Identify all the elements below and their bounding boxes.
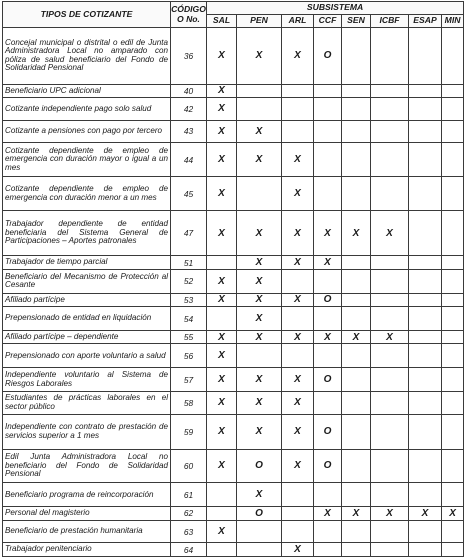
subsistema-mark-sen (342, 143, 371, 177)
subsistema-mark-min (442, 330, 464, 344)
code-cell: 55 (171, 330, 207, 344)
subsistema-mark-ccf: O (314, 449, 342, 483)
cotizante-type-cell: Estudiantes de prácticas laborales en el sector público (3, 391, 171, 414)
subsistema-mark-ccf (314, 98, 342, 121)
cotizantes-table (2, 1, 464, 557)
subsistema-mark-sen (342, 98, 371, 121)
subsistema-mark-ccf: X (314, 507, 342, 521)
subsistema-mark-pen (237, 84, 282, 98)
subsistema-mark-arl: X (282, 143, 314, 177)
subsistema-mark-sal (207, 256, 237, 270)
table-row (3, 507, 464, 521)
cotizante-type-cell: Cotizante independiente pago solo salud (3, 98, 171, 121)
subsistema-mark-ccf (314, 307, 342, 331)
subsistema-mark-esap (409, 483, 442, 507)
subsistema-mark-esap (409, 344, 442, 368)
subsistema-mark-arl: X (282, 330, 314, 344)
subsistema-mark-sal: X (207, 84, 237, 98)
table-row (3, 177, 464, 211)
subsistema-mark-min (442, 483, 464, 507)
subsistema-mark-arl: X (282, 414, 314, 449)
cotizante-type-cell: Beneficiario de prestación humanitaria (3, 520, 171, 543)
column-header-sen: SEN (342, 15, 371, 28)
subsistema-mark-esap (409, 177, 442, 211)
cotizante-type-cell: Concejal municipal o distrital o edil de Junta Administradora Local no amparado con póliza de salud beneficiario del Fondo de Solidaridad Pensional (3, 28, 171, 85)
subsistema-mark-sal: X (207, 449, 237, 483)
subsistema-mark-sal (207, 543, 237, 557)
code-cell: 53 (171, 293, 207, 307)
subsistema-mark-pen: X (237, 307, 282, 331)
subsistema-mark-sal (207, 483, 237, 507)
subsistema-mark-sen (342, 391, 371, 414)
cotizante-type-cell: Prepensionado de entidad en liquidación (3, 307, 171, 331)
subsistema-mark-icbf (371, 256, 409, 270)
subsistema-mark-ccf (314, 84, 342, 98)
codigo-header: CÓDIGO O No. (171, 2, 207, 28)
subsistema-mark-min (442, 28, 464, 85)
subsistema-mark-sen (342, 520, 371, 543)
subsistema-mark-esap (409, 120, 442, 143)
subsistema-mark-arl: X (282, 177, 314, 211)
subsistema-mark-min (442, 344, 464, 368)
subsistema-mark-pen (237, 344, 282, 368)
subsistema-mark-esap (409, 391, 442, 414)
cotizante-type-cell: Beneficiario UPC adicional (3, 84, 171, 98)
subsistema-mark-icbf (371, 449, 409, 483)
subsistema-mark-icbf (371, 293, 409, 307)
cotizante-type-cell: Beneficiario del Mecanismo de Protección al Cesante (3, 269, 171, 293)
subsistema-mark-arl: X (282, 211, 314, 256)
tipos-header: TIPOS DE COTIZANTE (3, 2, 171, 28)
subsistema-mark-min (442, 143, 464, 177)
table-row (3, 256, 464, 270)
code-cell: 56 (171, 344, 207, 368)
subsistema-mark-sal (207, 507, 237, 521)
subsistema-mark-pen (237, 98, 282, 121)
column-header-sal: SAL (207, 15, 237, 28)
subsistema-mark-ccf (314, 520, 342, 543)
subsistema-mark-pen: O (237, 449, 282, 483)
code-cell: 51 (171, 256, 207, 270)
table-row (3, 483, 464, 507)
subsistema-mark-ccf (314, 543, 342, 557)
cotizante-type-cell: Trabajador de tiempo parcial (3, 256, 171, 270)
code-cell: 60 (171, 449, 207, 483)
cotizante-type-cell: Trabajador penitenciario (3, 543, 171, 557)
subsistema-mark-min (442, 269, 464, 293)
cotizante-type-cell: Prepensionado con aporte voluntario a salud (3, 344, 171, 368)
cotizante-type-cell: Afiliado partícipe (3, 293, 171, 307)
subsistema-mark-min (442, 449, 464, 483)
subsistema-mark-sal: X (207, 98, 237, 121)
subsistema-mark-min (442, 520, 464, 543)
table-row (3, 293, 464, 307)
code-cell: 54 (171, 307, 207, 331)
subsistema-mark-min (442, 98, 464, 121)
table-row (3, 391, 464, 414)
subsistema-mark-sen (342, 368, 371, 392)
subsistema-mark-arl (282, 483, 314, 507)
subsistema-mark-sal: X (207, 344, 237, 368)
table-row (3, 330, 464, 344)
subsistema-mark-arl: X (282, 368, 314, 392)
subsistema-mark-sal: X (207, 520, 237, 543)
subsistema-mark-pen: X (237, 293, 282, 307)
subsistema-mark-min (442, 177, 464, 211)
subsistema-mark-min (442, 84, 464, 98)
subsistema-mark-sal (207, 307, 237, 331)
subsistema-mark-esap (409, 256, 442, 270)
subsistema-mark-arl (282, 98, 314, 121)
code-cell: 36 (171, 28, 207, 85)
subsistema-mark-icbf (371, 368, 409, 392)
subsistema-mark-sal: X (207, 211, 237, 256)
table-row (3, 120, 464, 143)
subsistema-mark-icbf (371, 84, 409, 98)
subsistema-mark-min (442, 543, 464, 557)
subsistema-mark-ccf: X (314, 211, 342, 256)
subsistema-mark-ccf (314, 483, 342, 507)
column-header-arl: ARL (282, 15, 314, 28)
subsistema-mark-sen: X (342, 330, 371, 344)
cotizante-type-cell: Cotizante dependiente de empleo de emergencia con duración menor a un mes (3, 177, 171, 211)
code-cell: 62 (171, 507, 207, 521)
subsistema-mark-ccf: O (314, 293, 342, 307)
table-row (3, 143, 464, 177)
subsistema-mark-sal: X (207, 368, 237, 392)
subsistema-mark-arl (282, 120, 314, 143)
subsistema-mark-pen: X (237, 391, 282, 414)
subsistema-mark-arl (282, 84, 314, 98)
header-row-top (3, 2, 464, 15)
cotizante-type-cell: Cotizante a pensiones con pago por tercero (3, 120, 171, 143)
subsistema-mark-icbf (371, 344, 409, 368)
subsistema-mark-icbf (371, 520, 409, 543)
subsistema-mark-min (442, 307, 464, 331)
subsistema-mark-sen (342, 120, 371, 143)
table-row (3, 543, 464, 557)
subsistema-mark-ccf (314, 269, 342, 293)
subsistema-mark-arl: X (282, 28, 314, 85)
subsistema-mark-sal: X (207, 143, 237, 177)
subsistema-mark-icbf (371, 28, 409, 85)
subsistema-mark-arl (282, 520, 314, 543)
code-cell: 45 (171, 177, 207, 211)
subsistema-mark-icbf (371, 120, 409, 143)
subsistema-mark-sen (342, 293, 371, 307)
subsistema-mark-pen: X (237, 143, 282, 177)
subsistema-mark-pen: X (237, 120, 282, 143)
table-row (3, 28, 464, 85)
cotizante-type-cell: Beneficiario programa de reincorporación (3, 483, 171, 507)
subsistema-mark-sal: X (207, 414, 237, 449)
subsistema-mark-icbf (371, 414, 409, 449)
table-row (3, 211, 464, 256)
subsistema-mark-sal: X (207, 391, 237, 414)
subsistema-mark-esap (409, 330, 442, 344)
code-cell: 64 (171, 543, 207, 557)
subsistema-mark-pen (237, 543, 282, 557)
subsistema-mark-ccf: X (314, 256, 342, 270)
subsistema-mark-ccf: X (314, 330, 342, 344)
subsistema-mark-arl: X (282, 256, 314, 270)
subsistema-mark-sen (342, 307, 371, 331)
subsistema-mark-icbf (371, 307, 409, 331)
subsistema-mark-icbf: X (371, 211, 409, 256)
subsistema-mark-arl (282, 307, 314, 331)
subsistema-mark-sen (342, 449, 371, 483)
subsistema-mark-arl: X (282, 293, 314, 307)
subsistema-mark-sen (342, 256, 371, 270)
subsistema-mark-min (442, 211, 464, 256)
table-row (3, 414, 464, 449)
subsistema-mark-pen (237, 520, 282, 543)
table-row (3, 98, 464, 121)
subsistema-mark-icbf (371, 269, 409, 293)
cotizante-type-cell: Cotizante dependiente de empleo de emergencia con duración mayor o igual a un mes (3, 143, 171, 177)
subsistema-mark-sen (342, 84, 371, 98)
table-row (3, 520, 464, 543)
subsistema-mark-icbf (371, 98, 409, 121)
code-cell: 40 (171, 84, 207, 98)
cotizante-type-cell: Trabajador dependiente de entidad beneficiaria del Sistema General de Participaciones – Aportes patronales (3, 211, 171, 256)
table-row (3, 269, 464, 293)
column-header-ccf: CCF (314, 15, 342, 28)
subsistema-mark-pen (237, 177, 282, 211)
cotizante-type-cell: Independiente con contrato de prestación de servicios superior a 1 mes (3, 414, 171, 449)
code-cell: 44 (171, 143, 207, 177)
subsistema-mark-esap (409, 293, 442, 307)
subsistema-mark-esap (409, 269, 442, 293)
subsistema-mark-esap (409, 520, 442, 543)
column-header-icbf: ICBF (371, 15, 409, 28)
subsistema-mark-esap: X (409, 507, 442, 521)
code-cell: 58 (171, 391, 207, 414)
subsistema-mark-pen: X (237, 330, 282, 344)
cotizante-type-cell: Edil Junta Administradora Local no beneficiario del Fondo de Solidaridad Pensional (3, 449, 171, 483)
cotizante-type-cell: Independiente voluntario al Sistema de Riesgos Laborales (3, 368, 171, 392)
subsistema-mark-sen (342, 344, 371, 368)
cotizante-type-cell: Afiliado partícipe – dependiente (3, 330, 171, 344)
subsistema-mark-esap (409, 143, 442, 177)
subsistema-mark-esap (409, 449, 442, 483)
subsistema-mark-arl (282, 507, 314, 521)
subsistema-mark-ccf: O (314, 28, 342, 85)
subsistema-mark-sen (342, 543, 371, 557)
subsistema-mark-esap (409, 84, 442, 98)
cotizante-type-cell: Personal del magisterio (3, 507, 171, 521)
subsistema-header: SUBSISTEMA (207, 2, 464, 15)
subsistema-mark-min: X (442, 507, 464, 521)
code-cell: 61 (171, 483, 207, 507)
code-cell: 57 (171, 368, 207, 392)
subsistema-mark-sal: X (207, 120, 237, 143)
table-row (3, 449, 464, 483)
subsistema-mark-icbf (371, 143, 409, 177)
subsistema-mark-sen: X (342, 507, 371, 521)
subsistema-mark-min (442, 120, 464, 143)
subsistema-mark-icbf (371, 543, 409, 557)
subsistema-mark-esap (409, 368, 442, 392)
subsistema-mark-icbf (371, 483, 409, 507)
subsistema-mark-esap (409, 543, 442, 557)
subsistema-mark-sen (342, 483, 371, 507)
subsistema-mark-ccf (314, 391, 342, 414)
subsistema-mark-sal: X (207, 293, 237, 307)
subsistema-mark-sen (342, 414, 371, 449)
subsistema-mark-ccf (314, 344, 342, 368)
subsistema-mark-sal: X (207, 269, 237, 293)
subsistema-mark-sal: X (207, 177, 237, 211)
subsistema-mark-pen: X (237, 269, 282, 293)
subsistema-mark-icbf: X (371, 507, 409, 521)
code-cell: 42 (171, 98, 207, 121)
subsistema-mark-pen: X (237, 483, 282, 507)
subsistema-mark-pen: X (237, 368, 282, 392)
subsistema-mark-pen: X (237, 414, 282, 449)
code-cell: 47 (171, 211, 207, 256)
subsistema-mark-sal: X (207, 28, 237, 85)
subsistema-mark-pen: X (237, 211, 282, 256)
subsistema-mark-arl: X (282, 543, 314, 557)
subsistema-mark-arl (282, 269, 314, 293)
subsistema-mark-min (442, 293, 464, 307)
subsistema-mark-min (442, 368, 464, 392)
column-header-min: MIN (442, 15, 464, 28)
subsistema-mark-ccf (314, 143, 342, 177)
subsistema-mark-arl: X (282, 449, 314, 483)
subsistema-mark-sen (342, 177, 371, 211)
subsistema-mark-min (442, 391, 464, 414)
subsistema-mark-esap (409, 211, 442, 256)
code-cell: 43 (171, 120, 207, 143)
subsistema-mark-sen: X (342, 211, 371, 256)
subsistema-mark-ccf: O (314, 368, 342, 392)
subsistema-mark-esap (409, 28, 442, 85)
subsistema-mark-ccf (314, 120, 342, 143)
subsistema-mark-esap (409, 307, 442, 331)
subsistema-mark-esap (409, 414, 442, 449)
column-header-pen: PEN (237, 15, 282, 28)
table-row (3, 84, 464, 98)
subsistema-mark-icbf (371, 391, 409, 414)
subsistema-mark-min (442, 414, 464, 449)
subsistema-mark-sen (342, 269, 371, 293)
code-cell: 52 (171, 269, 207, 293)
subsistema-mark-ccf: O (314, 414, 342, 449)
subsistema-mark-ccf (314, 177, 342, 211)
code-cell: 63 (171, 520, 207, 543)
subsistema-mark-pen: X (237, 28, 282, 85)
code-cell: 59 (171, 414, 207, 449)
subsistema-mark-pen: O (237, 507, 282, 521)
subsistema-mark-arl (282, 344, 314, 368)
subsistema-mark-sal: X (207, 330, 237, 344)
subsistema-mark-min (442, 256, 464, 270)
table-body (3, 28, 464, 557)
subsistema-mark-arl: X (282, 391, 314, 414)
subsistema-mark-sen (342, 28, 371, 85)
table-row (3, 344, 464, 368)
table-row (3, 307, 464, 331)
subsistema-mark-icbf (371, 177, 409, 211)
subsistema-mark-esap (409, 98, 442, 121)
subsistema-mark-icbf: X (371, 330, 409, 344)
column-header-esap: ESAP (409, 15, 442, 28)
table-row (3, 368, 464, 392)
subsistema-mark-pen: X (237, 256, 282, 270)
